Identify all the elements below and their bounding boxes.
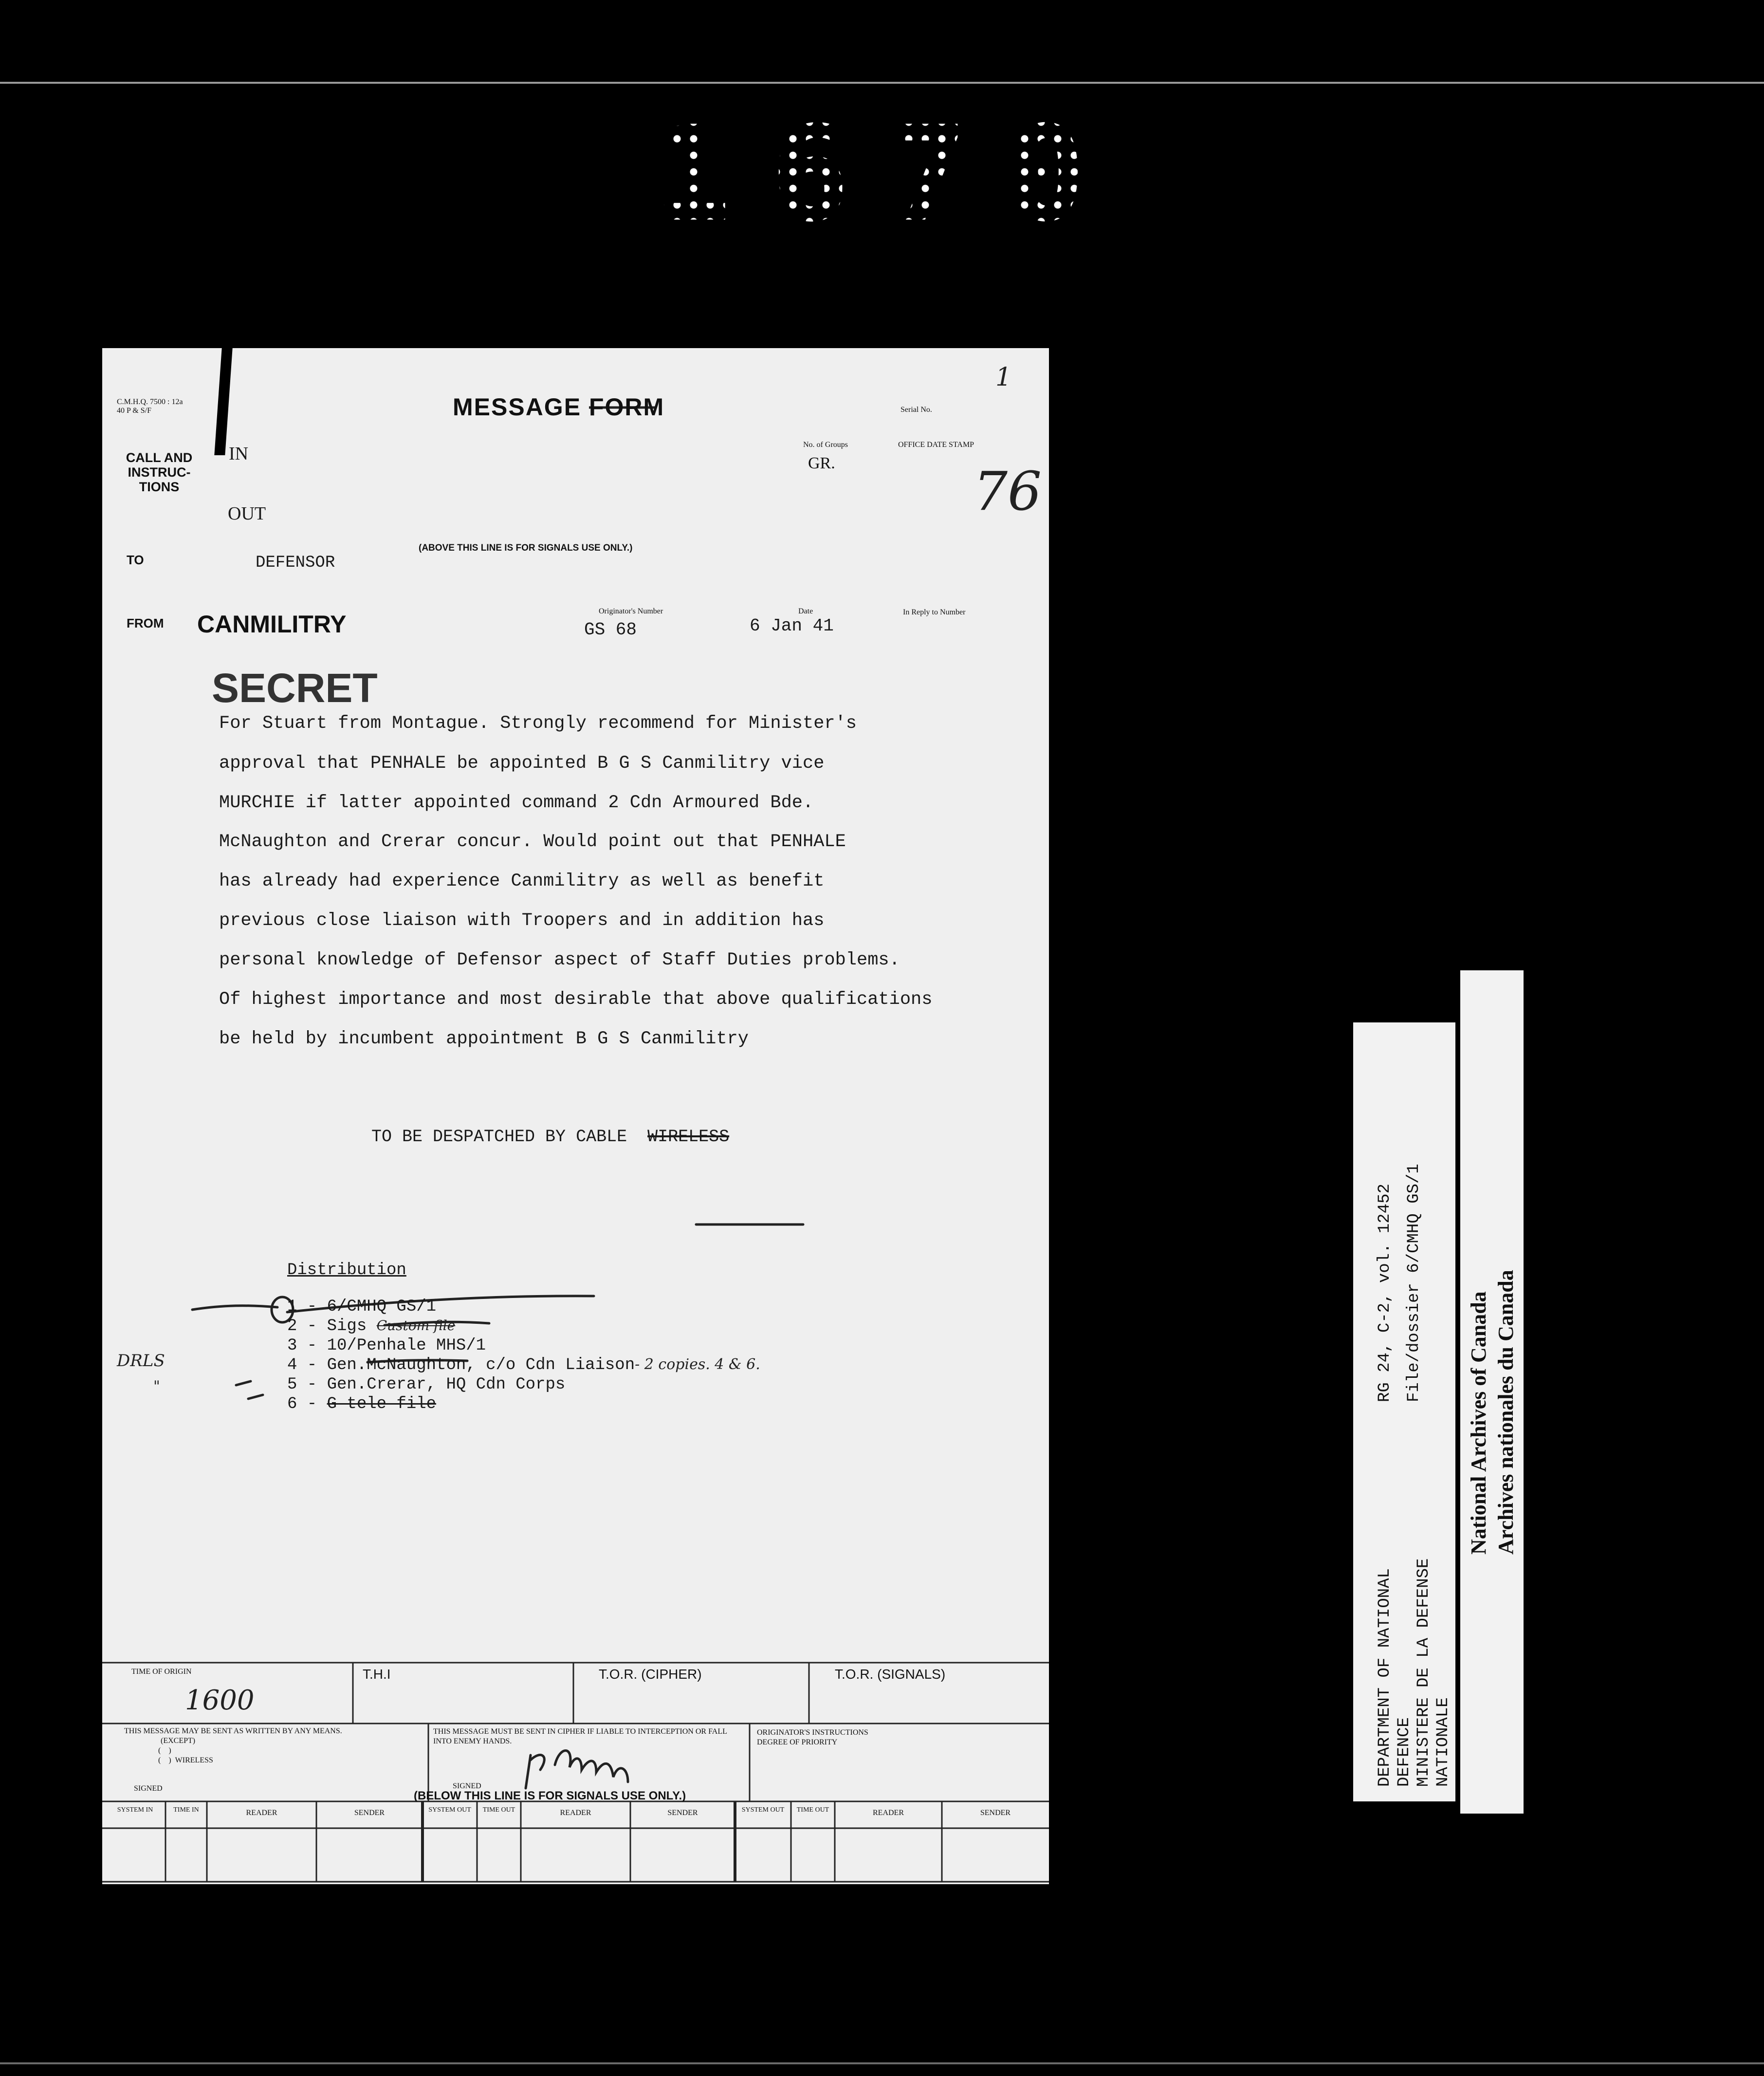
message-line: MURCHIE if latter appointed command 2 Cdn Armoured Bde. [219, 793, 814, 813]
distribution-item: 5 - Gen.Crerar, HQ Cdn Corps [287, 1375, 566, 1394]
distribution-item: 1 - 6/CMHQ GS/1 [287, 1298, 437, 1316]
out-label: OUT [228, 503, 266, 524]
form-title: MESSAGE FORM [453, 393, 665, 421]
file-reference: File/dossier 6/CMHQ GS/1 [1405, 1164, 1423, 1402]
cipher-note: THIS MESSAGE MUST BE SENT IN CIPHER IF LIABLE TO INTERCEPTION OR FALL INTO ENEMY HANDS. [433, 1727, 727, 1745]
call-instructions-label: CALL AND INSTRUC-TIONS [126, 450, 193, 494]
film-bottom-edge [0, 2062, 1764, 2064]
tor-cipher-label: T.O.R. (CIPHER) [599, 1667, 702, 1682]
col-time-in: TIME IN [173, 1806, 199, 1814]
form-rules [102, 348, 1049, 1884]
frame-number: 1670 [652, 97, 1125, 251]
office-stamp-mark: 76 [974, 460, 1042, 522]
col-system-out: SYSTEM OUT [741, 1806, 785, 1814]
originators-instructions-label: ORIGINATOR'S INSTRUCTIONS [757, 1728, 868, 1737]
col-time-out: TIME OUT [796, 1806, 829, 1814]
rg-reference: RG 24, C-2, vol. 12452 [1376, 1184, 1394, 1402]
col-sender: SENDER [667, 1809, 698, 1817]
date-value: 6 Jan 41 [750, 616, 834, 636]
from-value: CANMILITRY [197, 611, 347, 638]
distribution-heading: Distribution [287, 1261, 406, 1279]
message-line: McNaughton and Crerar concur. Would point out that PENHALE [219, 832, 846, 852]
archives-canada-label [1460, 970, 1524, 1814]
margin-note-drls: DRLS [117, 1351, 165, 1371]
signed-label-2: SIGNED [453, 1782, 481, 1790]
in-reply-label: In Reply to Number [903, 608, 966, 616]
handwritten-note: - 2 copies. 4 & 6. [635, 1356, 760, 1373]
secret-stamp: SECRET [212, 665, 378, 711]
originators-number-value: GS 68 [584, 620, 637, 640]
thi-label: T.H.I [363, 1667, 391, 1682]
message-form-sheet [102, 348, 1049, 1884]
serial-label: Serial No. [900, 406, 932, 414]
dept-name-en: DEPARTMENT OF NATIONAL DEFENCE MINISTERE DE LA DEFENSE NATIONALE [1376, 1558, 1452, 1787]
groups-value: GR. [808, 454, 835, 472]
struck-item: G tele file [327, 1395, 437, 1413]
col-sender: SENDER [354, 1809, 385, 1817]
col-time-out: TIME OUT [482, 1806, 515, 1814]
col-system-out: SYSTEM OUT [428, 1806, 471, 1814]
signature [531, 1755, 706, 1783]
in-label: IN [229, 444, 249, 464]
message-line: has already had experience Canmilitry as well as benefit [219, 871, 825, 891]
serial-mark: 1 [995, 363, 1012, 392]
groups-label: No. of Groups [803, 441, 848, 449]
pen-strokes [192, 1224, 803, 1788]
below-line-note: (BELOW THIS LINE IS FOR SIGNALS USE ONLY.) [414, 1789, 686, 1802]
except-bracket: ( ) [158, 1746, 171, 1755]
distribution-item: 3 - 10/Penhale MHS/1 [287, 1336, 486, 1355]
message-line: For Stuart from Montague. Strongly recommend for Minister's [219, 713, 857, 734]
message-line: personal knowledge of Defensor aspect of Staff Duties problems. [219, 950, 900, 970]
message-line: Of highest importance and most desirable that above qualifications [219, 989, 933, 1010]
distribution-item: 2 - Sigs Custom file [287, 1317, 456, 1335]
to-value: DEFENSOR [256, 554, 335, 572]
time-of-origin-value: 1600 [185, 1685, 255, 1716]
except-label: (EXCEPT) [161, 1737, 196, 1745]
message-line: approval that PENHALE be appointed B G S Canmilitry vice [219, 753, 825, 774]
archives-name: National Archives of Canada Archives nationales du Canada [1467, 1270, 1518, 1555]
signed-label: SIGNED [134, 1784, 163, 1793]
col-reader: READER [560, 1809, 591, 1817]
distribution-item: 6 - G tele file [287, 1395, 437, 1413]
office-date-stamp-label: OFFICE DATE STAMP [898, 441, 974, 449]
message-line: previous close liaison with Troopers and in addition has [219, 910, 825, 931]
signals-use-note: (ABOVE THIS LINE IS FOR SIGNALS USE ONLY.) [419, 543, 633, 553]
from-label: FROM [127, 616, 164, 630]
col-reader: READER [246, 1809, 277, 1817]
degree-of-priority-label: DEGREE OF PRIORITY [757, 1738, 838, 1746]
despatch-instruction: TO BE DESPATCHED BY CABLE WIRELESS [371, 1127, 730, 1147]
message-line: be held by incumbent appointment B G S Canmilitry [219, 1029, 749, 1049]
originators-number-label: Originator's Number [599, 607, 663, 615]
date-label: Date [798, 607, 813, 615]
despatch-struck: WIRELESS [647, 1127, 730, 1147]
distribution-item: 4 - Gen.McNaughton, c/o Cdn Liaison- 2 copies. 4 & 6. [287, 1356, 760, 1374]
form-code: C.M.H.Q. 7500 : 12a 40 P & S/F [117, 398, 183, 415]
col-system-in: SYSTEM IN [117, 1806, 153, 1814]
col-reader: READER [873, 1809, 904, 1817]
struck-annotation: Custom file [376, 1317, 456, 1334]
film-top-edge [0, 82, 1764, 84]
time-of-origin-label: TIME OF ORIGIN [131, 1668, 192, 1676]
col-sender: SENDER [980, 1809, 1011, 1817]
archive-reference-label [1353, 1022, 1455, 1801]
to-label: TO [127, 553, 144, 567]
wireless-option: ( ) WIRELESS [158, 1756, 213, 1764]
tor-signals-label: T.O.R. (SIGNALS) [835, 1667, 946, 1682]
sent-as-written-note: THIS MESSAGE MAY BE SENT AS WRITTEN BY ANY MEANS. [124, 1727, 342, 1735]
margin-note-ditto: " [153, 1378, 160, 1395]
